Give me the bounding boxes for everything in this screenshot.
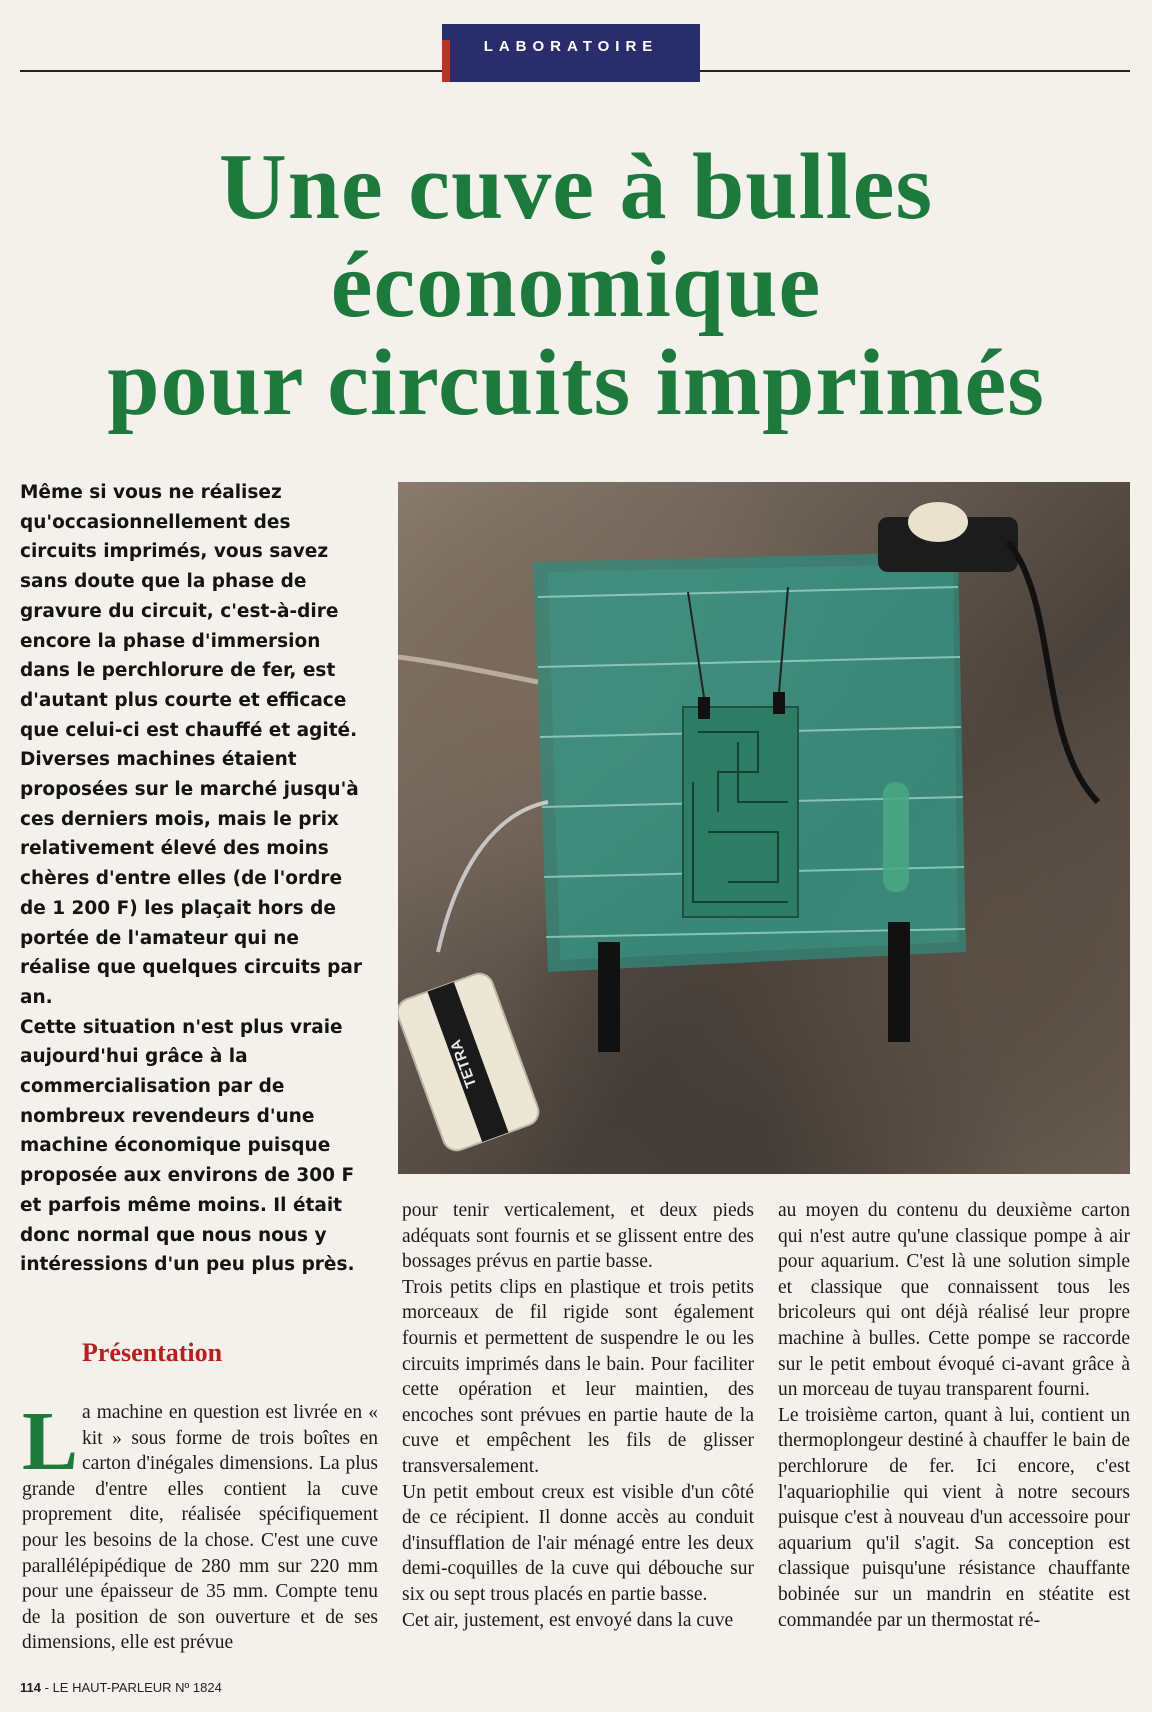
- air-tube-top: [398, 657, 538, 682]
- drop-cap: L: [22, 1395, 79, 1488]
- col3-paragraph-1: au moyen du contenu du deuxième carton qui n'est autre qu'une classique pompe à air pour aquarium. C'est là une solution simple et classique que connaissent tous les bricoleurs qui ont déjà réalisé leur propre machine à bulles. Cette pompe se raccorde sur le petit embout évoqué ci-avant grâce à un morceau de tuyau transparent fourni.: [778, 1200, 1130, 1401]
- headline-line-2: économique: [330, 233, 822, 337]
- footer-separator: -: [44, 1680, 53, 1695]
- heater-cable: [1008, 542, 1098, 802]
- clip-right: [773, 692, 785, 714]
- printed-circuit-board: [683, 707, 798, 917]
- presentation-heading: Présentation: [82, 1338, 223, 1367]
- pump-brand-label: TETRA: [447, 1037, 481, 1090]
- section-tag: [442, 24, 700, 82]
- thermostat-knob: [908, 502, 968, 542]
- tank-foot-left: [598, 942, 620, 1052]
- intro-paragraph-3: Cette situation n'est plus vraie aujourd'hui grâce à la commercialisation par de nombreux revendeurs d'une machine économique puisque proposée aux environs de 300 F et parfois même moins. Il était donc normal que nous nous y intéressions d'un peu plus près.: [20, 1016, 355, 1276]
- headline-line-1: Une cuve à bulles: [218, 135, 934, 239]
- issue-number: Nº 1824: [175, 1680, 222, 1695]
- col2-paragraph-1: pour tenir verticalement, et deux pieds adéquats sont fournis et se glissent entre des bossages prévus en partie basse.: [402, 1200, 754, 1273]
- tank-foot-right: [888, 922, 910, 1042]
- page-footer: [20, 1680, 222, 1695]
- column-3: [778, 1198, 1130, 1633]
- column-1: [22, 1395, 378, 1656]
- headline-line-3: pour circuits imprimés: [107, 331, 1045, 435]
- article-headline: [0, 135, 1152, 435]
- air-tube: [438, 802, 548, 952]
- intro-paragraph-1: Même si vous ne réalisez qu'occasionnellement des circuits imprimés, vous savez sans doute que la phase de gravure du circuit, c'est-à-dire encore la phase d'immersion dans le perchlorure de fer, est d'autant plus courte et efficace que celui-ci est chauffé et agité.: [20, 482, 358, 741]
- intro-paragraph-2: Diverses machines étaient proposées sur le marché jusqu'à ces derniers mois, mais le prix relativement élevé des moins chères d'entre elles (de l'ordre de 1 200 F) les plaçait hors de portée de l'amateur qui ne réalise que quelques circuits par an.: [20, 749, 363, 1008]
- product-photo: [398, 482, 1130, 1174]
- photo-illustration: [398, 482, 1130, 1174]
- column-2: [402, 1198, 754, 1633]
- col2-paragraph-3: Un petit embout creux est visible d'un côté de ce récipient. Il donne accès au conduit d'insufflation de l'air ménagé entre les deux demi-coquilles de la cuve qui débouche sur six ou sept trous placés en partie basse.: [402, 1481, 754, 1605]
- section-label: LABORATOIRE: [483, 38, 659, 55]
- intro-text: [20, 478, 370, 1280]
- clip-left: [698, 697, 710, 719]
- page-number: 114: [20, 1680, 41, 1695]
- heater-tube: [883, 782, 909, 892]
- col2-paragraph-4: Cet air, justement, est envoyé dans la cuve: [402, 1609, 734, 1631]
- air-pump: [398, 970, 542, 1155]
- col2-paragraph-2: Trois petits clips en plastique et trois petits morceaux de fil rigide sont également fournis et permettent de suspendre le ou les circuits imprimés dans le bain. Pour faciliter cette opération et leur maintien, des encoches sont prévues en partie haute de la cuve et empêchent les fils de glisser transversalement.: [402, 1276, 754, 1477]
- presentation-col1-text: a machine en question est livrée en « kit » sous forme de trois boîtes en carton d'inégales dimensions. La plus grande d'entre elles contient la cuve proprement dite, réalisée spécifiquement pour les besoins de la chose. C'est une cuve parallélépipédique de 280 mm sur 220 mm pour une épaisseur de 35 mm. Compte tenu de la position de son ouverture et de ses dimensions, elle est prévue: [22, 1402, 378, 1654]
- col3-paragraph-2: Le troisième carton, quant à lui, contient un thermoplongeur destiné à chauffer le bain de perchlorure de fer. Ici encore, c'est l'aquariophilie qui vient à notre secours puisque c'est à nouveau d'un accessoire pour aquarium qu'il s'agit. Sa conception est classique puisqu'une résistance chauffante bobinée sur un mandrin en stéatite est commandée par un thermostat ré-: [778, 1404, 1130, 1631]
- presentation-paragraph-1: [22, 1395, 378, 1656]
- magazine-name: LE HAUT-PARLEUR: [52, 1680, 172, 1695]
